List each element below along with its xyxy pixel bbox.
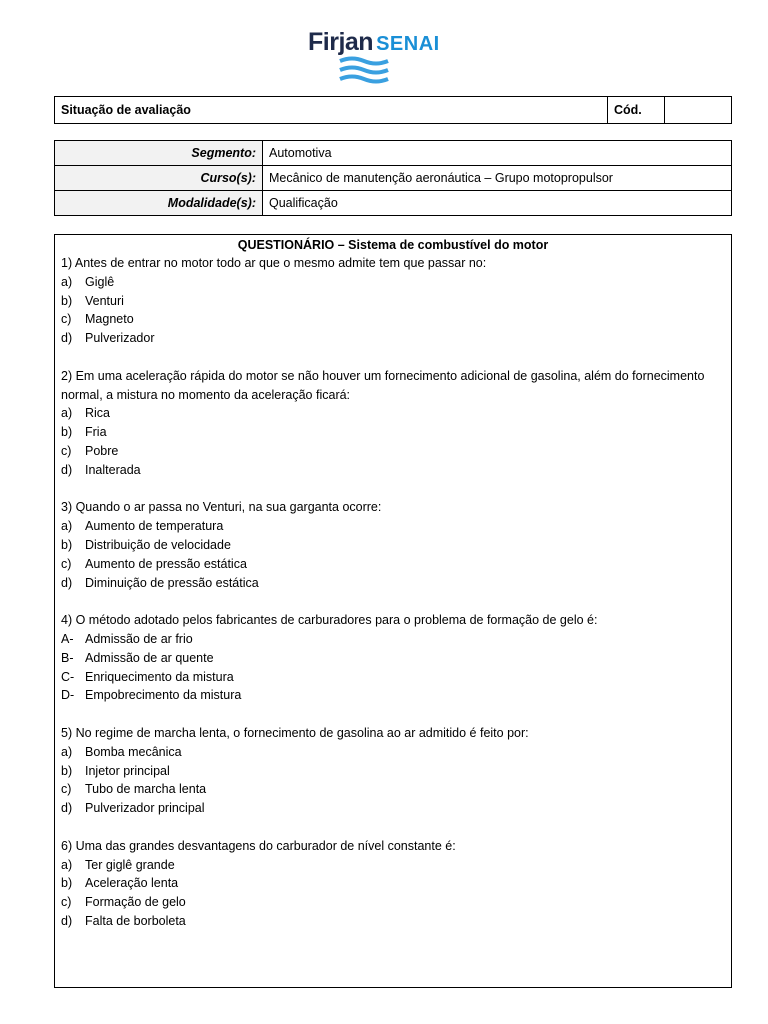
header-table — [54, 96, 732, 124]
option-letter: c) — [61, 556, 72, 571]
curso-label: Curso(s): — [55, 166, 263, 191]
option-letter: b) — [61, 763, 73, 778]
question-option — [61, 273, 731, 292]
option-letter: d) — [61, 462, 73, 477]
option-letter: b) — [61, 876, 73, 891]
option-letter: c) — [61, 312, 72, 327]
option-letter: a) — [61, 519, 73, 534]
question-option — [61, 292, 731, 311]
question-option — [61, 668, 731, 687]
question-text: 5) No regime de marcha lenta, o fornecimento de gasolina ao ar admitido é feito por: — [61, 725, 529, 740]
waves-icon — [338, 56, 390, 84]
cod-label: Cód. — [608, 97, 665, 124]
question-text: 1) Antes de entrar no motor todo ar que o mesmo admite tem que passar no: — [61, 256, 487, 270]
question-option — [61, 762, 731, 781]
situacao-label: Situação de avaliação — [55, 97, 608, 124]
option-letter: b) — [61, 425, 73, 440]
option-text: Aumento de pressão estática — [85, 556, 247, 571]
option-letter: d) — [61, 331, 73, 346]
info-table — [54, 140, 732, 216]
question-4 — [61, 611, 731, 705]
question-5 — [61, 724, 731, 818]
option-letter: a) — [61, 274, 73, 289]
modalidade-value: Qualificação — [263, 191, 732, 216]
cod-value[interactable] — [665, 97, 732, 124]
option-letter: b) — [61, 537, 73, 552]
questions-list — [55, 254, 731, 931]
option-text: Inalterada — [85, 462, 141, 477]
option-letter: a) — [61, 406, 73, 421]
option-text: Magneto — [85, 312, 134, 327]
option-text: Pulverizador — [85, 331, 155, 346]
option-letter: a) — [61, 857, 73, 872]
option-text: Pobre — [85, 443, 119, 458]
firjan-senai-logo — [308, 28, 438, 86]
option-text: Falta de borboleta — [85, 913, 186, 928]
segmento-label: Segmento: — [55, 141, 263, 166]
question-1 — [61, 254, 731, 348]
question-option — [61, 442, 731, 461]
option-text: Enriquecimento da mistura — [85, 669, 234, 684]
option-letter: D- — [61, 688, 75, 703]
option-letter: d) — [61, 913, 73, 928]
option-letter: C- — [61, 669, 75, 684]
question-2 — [61, 367, 731, 480]
question-option — [61, 630, 731, 649]
logo-name: Firjan — [308, 28, 374, 56]
option-text: Formação de gelo — [85, 895, 186, 910]
question-option — [61, 912, 731, 931]
segmento-value: Automotiva — [263, 141, 732, 166]
question-option — [61, 404, 731, 423]
option-text: Giglê — [85, 274, 115, 289]
question-option — [61, 329, 731, 348]
option-text: Empobrecimento da mistura — [85, 688, 242, 703]
question-option — [61, 856, 731, 875]
option-text: Bomba mecânica — [85, 744, 182, 759]
question-option — [61, 555, 731, 574]
option-letter: d) — [61, 575, 73, 590]
option-text: Aumento de temperatura — [85, 519, 224, 534]
question-option — [61, 799, 731, 818]
questionnaire-box — [54, 234, 732, 988]
option-text: Ter giglê grande — [85, 857, 175, 872]
option-letter: c) — [61, 443, 72, 458]
option-letter: c) — [61, 895, 72, 910]
option-text: Aceleração lenta — [85, 876, 179, 891]
question-option — [61, 423, 731, 442]
question-text: 4) O método adotado pelos fabricantes de carburadores para o problema de formação de gelo é: — [61, 613, 598, 628]
curso-value: Mecânico de manutenção aeronáutica – Grupo motopropulsor — [263, 166, 732, 191]
question-option — [61, 893, 731, 912]
option-letter: d) — [61, 801, 73, 816]
question-option — [61, 649, 731, 668]
modalidade-label: Modalidade(s): — [55, 191, 263, 216]
option-text: Diminuição de pressão estática — [85, 575, 259, 590]
question-option — [61, 461, 731, 480]
option-letter: b) — [61, 293, 73, 308]
option-text: Fria — [85, 425, 107, 440]
questionnaire-title: QUESTIONÁRIO – Sistema de combustível do motor — [237, 238, 549, 252]
option-letter: B- — [61, 650, 74, 665]
option-text: Rica — [85, 406, 111, 421]
logo-suffix: SENAI — [376, 33, 440, 55]
question-3 — [61, 498, 731, 592]
option-text: Admissão de ar quente — [85, 650, 214, 665]
question-6 — [61, 837, 731, 931]
question-option — [61, 874, 731, 893]
option-text: Distribuição de velocidade — [85, 537, 231, 552]
option-letter: A- — [61, 631, 74, 646]
question-option — [61, 780, 731, 799]
question-text: 6) Uma das grandes desvantagens do carburador de nível constante é: — [61, 838, 456, 853]
question-option — [61, 310, 731, 329]
option-text: Admissão de ar frio — [85, 631, 193, 646]
option-letter: a) — [61, 744, 73, 759]
option-text: Venturi — [85, 293, 124, 308]
option-text: Pulverizador principal — [85, 801, 205, 816]
question-option — [61, 517, 731, 536]
option-text: Injetor principal — [85, 763, 170, 778]
question-option — [61, 536, 731, 555]
question-option — [61, 743, 731, 762]
question-text: 3) Quando o ar passa no Venturi, na sua garganta ocorre: — [61, 500, 382, 515]
option-text: Tubo de marcha lenta — [85, 782, 207, 797]
question-option — [61, 574, 731, 593]
question-option — [61, 686, 731, 705]
question-text: 2) Em uma aceleração rápida do motor se não houver um fornecimento adicional de gasolina, além do fornecimento normal, a mistura no momento da aceleração ficará: — [61, 368, 705, 402]
option-letter: c) — [61, 782, 72, 797]
